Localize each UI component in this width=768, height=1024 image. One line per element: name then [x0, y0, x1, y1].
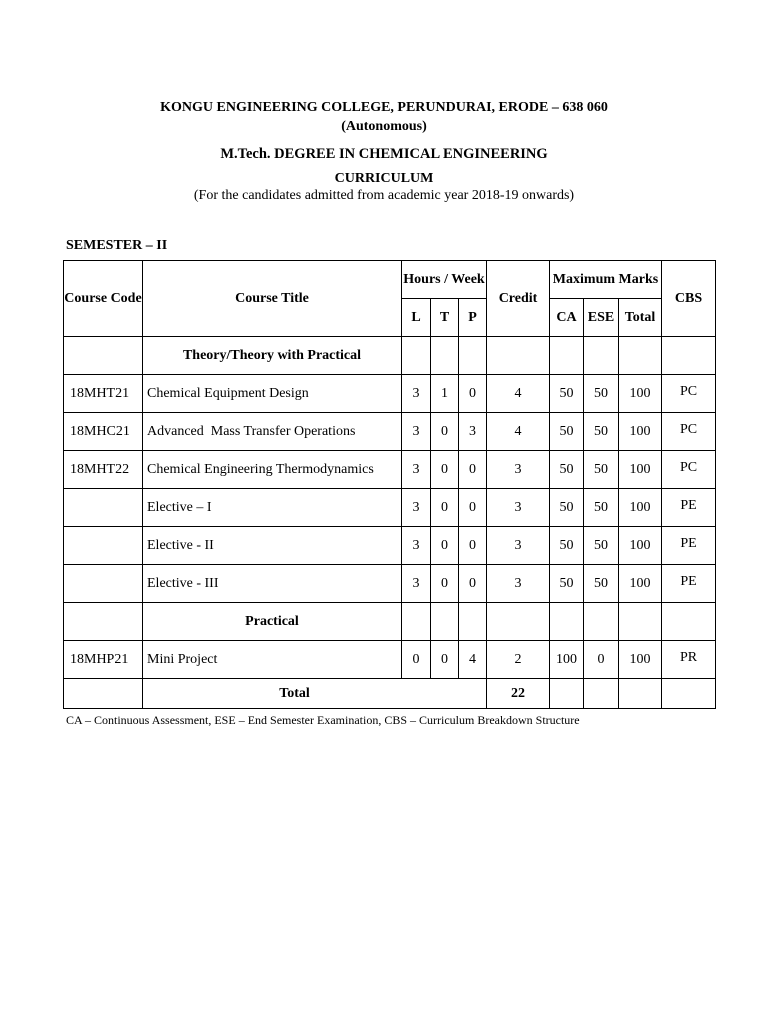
hours-p: 0	[459, 565, 487, 603]
total-row	[64, 679, 716, 709]
cbs-value: PC	[662, 375, 716, 413]
hours-l: 3	[402, 413, 431, 451]
marks-ese: 50	[584, 527, 619, 565]
curriculum-title: CURRICULUM	[334, 171, 434, 186]
total-label: Total	[143, 679, 487, 709]
table-header	[64, 261, 716, 337]
marks-ca: 50	[550, 489, 584, 527]
marks-ese: 0	[584, 641, 619, 679]
cbs-value: PR	[662, 641, 716, 679]
credit: 4	[487, 413, 550, 451]
marks-ca: 50	[550, 565, 584, 603]
marks-ese: 50	[584, 451, 619, 489]
hours-l: 3	[402, 527, 431, 565]
hours-p: 0	[459, 489, 487, 527]
course-code	[64, 489, 143, 527]
credit: 3	[487, 565, 550, 603]
course-title: Mini Project	[143, 641, 402, 679]
header-hours-week: Hours / Week	[402, 261, 487, 299]
hours-t: 1	[431, 375, 459, 413]
college-name: KONGU ENGINEERING COLLEGE, PERUNDURAI, ERODE – 638 060	[160, 100, 608, 115]
table-body	[64, 337, 716, 709]
course-title: Advanced Mass Transfer Operations	[143, 413, 402, 451]
hours-t: 0	[431, 413, 459, 451]
hours-t: 0	[431, 451, 459, 489]
table-row	[64, 565, 716, 603]
hours-t: 0	[431, 565, 459, 603]
hours-p: 0	[459, 527, 487, 565]
candidates-note: (For the candidates admitted from academic year 2018-19 onwards)	[193, 188, 575, 203]
credit: 3	[487, 489, 550, 527]
course-title: Chemical Equipment Design	[143, 375, 402, 413]
credit: 3	[487, 451, 550, 489]
table-row	[64, 451, 716, 489]
header-course-code: Course Code	[64, 261, 143, 337]
cbs-value: PE	[662, 565, 716, 603]
hours-l: 3	[402, 489, 431, 527]
marks-ese: 50	[584, 413, 619, 451]
course-code: 18MHP21	[64, 641, 143, 679]
header-l: L	[402, 299, 431, 337]
course-title: Elective - III	[143, 565, 402, 603]
semester-label: SEMESTER – II	[66, 238, 168, 253]
hours-t: 0	[431, 527, 459, 565]
hours-l: 3	[402, 565, 431, 603]
table-row	[64, 641, 716, 679]
footnote: CA – Continuous Assessment, ESE – End Semester Examination, CBS – Curriculum Breakdown Structure	[66, 713, 580, 727]
marks-ca: 50	[550, 451, 584, 489]
hours-l: 3	[402, 375, 431, 413]
cbs-value: PE	[662, 489, 716, 527]
degree-title: M.Tech. DEGREE IN CHEMICAL ENGINEERING	[220, 146, 548, 162]
hours-p: 0	[459, 451, 487, 489]
course-title: Chemical Engineering Thermodynamics	[143, 451, 402, 489]
header-p: P	[459, 299, 487, 337]
hours-p: 3	[459, 413, 487, 451]
marks-total: 100	[619, 451, 662, 489]
credit: 2	[487, 641, 550, 679]
marks-ca: 50	[550, 527, 584, 565]
hours-p: 4	[459, 641, 487, 679]
hours-l: 3	[402, 451, 431, 489]
course-code	[64, 527, 143, 565]
marks-ese: 50	[584, 565, 619, 603]
course-code: 18MHT21	[64, 375, 143, 413]
course-title: Elective – I	[143, 489, 402, 527]
cbs-value: PC	[662, 451, 716, 489]
marks-ese: 50	[584, 489, 619, 527]
credit: 3	[487, 527, 550, 565]
course-title: Elective - II	[143, 527, 402, 565]
header-maximum-marks: Maximum Marks	[550, 261, 662, 299]
header-t: T	[431, 299, 459, 337]
marks-ca: 100	[550, 641, 584, 679]
marks-ca: 50	[550, 413, 584, 451]
table-row	[64, 489, 716, 527]
table-row	[64, 527, 716, 565]
header-ca: CA	[550, 299, 584, 337]
hours-p: 0	[459, 375, 487, 413]
marks-total: 100	[619, 413, 662, 451]
header-cbs: CBS	[662, 261, 716, 337]
marks-total: 100	[619, 375, 662, 413]
marks-total: 100	[619, 641, 662, 679]
hours-t: 0	[431, 641, 459, 679]
header-course-title: Course Title	[143, 261, 402, 337]
marks-ese: 50	[584, 375, 619, 413]
hours-l: 0	[402, 641, 431, 679]
hours-t: 0	[431, 489, 459, 527]
section-practical-label: Practical	[143, 603, 402, 641]
course-code: 18MHT22	[64, 451, 143, 489]
course-code	[64, 565, 143, 603]
credit: 4	[487, 375, 550, 413]
section-row-theory	[64, 337, 716, 375]
marks-total: 100	[619, 489, 662, 527]
table-row	[64, 413, 716, 451]
cbs-value: PC	[662, 413, 716, 451]
total-credit: 22	[487, 679, 550, 709]
header-credit: Credit	[487, 261, 550, 337]
autonomous-label: (Autonomous)	[341, 119, 427, 134]
curriculum-table	[63, 260, 716, 709]
cbs-value: PE	[662, 527, 716, 565]
marks-total: 100	[619, 527, 662, 565]
section-theory-label: Theory/Theory with Practical	[143, 337, 402, 375]
header-ese: ESE	[584, 299, 619, 337]
section-row-practical	[64, 603, 716, 641]
marks-ca: 50	[550, 375, 584, 413]
header-total: Total	[619, 299, 662, 337]
marks-total: 100	[619, 565, 662, 603]
course-code: 18MHC21	[64, 413, 143, 451]
table-row	[64, 375, 716, 413]
